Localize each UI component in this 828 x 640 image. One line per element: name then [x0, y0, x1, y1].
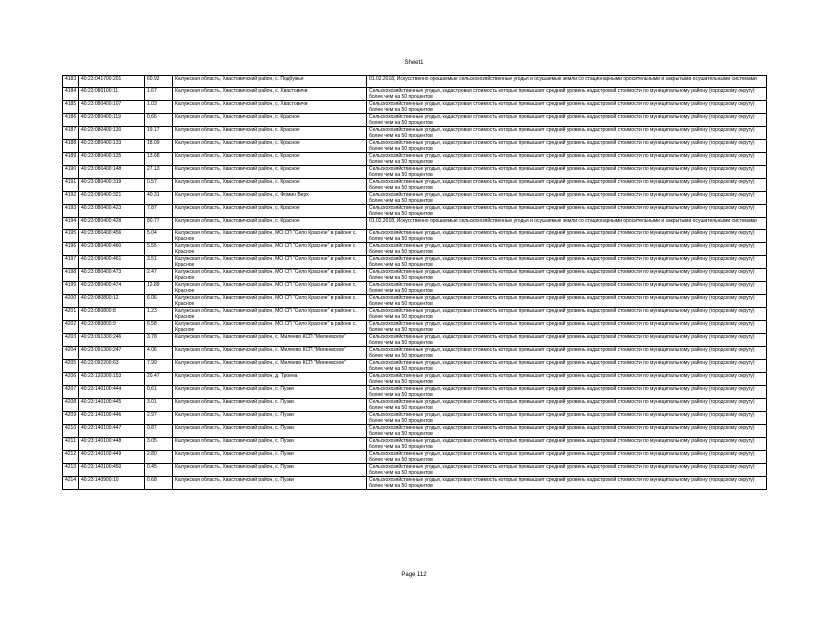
area-value-cell: 3.05 — [145, 438, 173, 451]
land-category-cell: Сельскохозяйственные угодья, кадастровая стоимость которых превышает средний уровень кадастровой стоимости по муниципальному району (городскому округу) более чем на 50 процентов — [367, 166, 767, 179]
cadastral-number-cell: 40:23:080400:107 — [79, 101, 145, 114]
area-value-cell: 20.47 — [145, 373, 173, 386]
land-category-cell: Сельскохозяйственные угодья, кадастровая стоимость которых превышает средний уровень кадастровой стоимости по муниципальному району (городскому округу) более чем на 50 процентов — [367, 464, 767, 477]
table-row — [63, 166, 767, 179]
land-category-cell: Сельскохозяйственные угодья, кадастровая стоимость которых превышает средний уровень кадастровой стоимости по муниципальному району (городскому округу) более чем на 50 процентов — [367, 451, 767, 464]
row-number-cell: 4189 — [63, 153, 79, 166]
cadastral-number-cell: 40:23:080800:12 — [79, 295, 145, 308]
address-cell: Калужская область, Хвастовичский район, с. Пузки — [173, 477, 367, 490]
land-category-cell: Сельскохозяйственные угодья, кадастровая стоимость которых превышает средний уровень кадастровой стоимости по муниципальному району (городскому округу) более чем на 50 процентов — [367, 192, 767, 205]
row-number-cell: 4214 — [63, 477, 79, 490]
land-category-cell: Сельскохозяйственные угодья, кадастровая стоимость которых превышает средний уровень кадастровой стоимости по муниципальному району (городскому округу) более чем на 50 процентов — [367, 334, 767, 347]
row-number-cell: 4207 — [63, 386, 79, 399]
address-cell: Калужская область, Хвастовичский район, МО СП "Село Красное" в районе с. Красное — [173, 321, 367, 334]
cadastral-number-cell: 40:23:080400:460 — [79, 243, 145, 256]
row-number-cell: 4211 — [63, 438, 79, 451]
cadastral-number-cell: 40:23:091300:247 — [79, 347, 145, 360]
table-row — [63, 399, 767, 412]
table-row — [63, 412, 767, 425]
land-category-cell: 01.02.2018, Искусственно орошаемые сельскохозяйственные угодья и осушаемые земли со стационарными оросительными и закрытыми осушительными системами — [367, 76, 767, 88]
land-category-cell: Сельскохозяйственные угодья, кадастровая стоимость которых превышает средний уровень кадастровой стоимости по муниципальному району (городскому округу) более чем на 50 процентов — [367, 205, 767, 218]
area-value-cell: 0.61 — [145, 386, 173, 399]
cadastral-number-cell: 40:23:080400:461 — [79, 256, 145, 269]
land-category-cell: Сельскохозяйственные угодья, кадастровая стоимость которых превышает средний уровень кадастровой стоимости по муниципальному району (городскому округу) более чем на 50 процентов — [367, 295, 767, 308]
table-row — [63, 153, 767, 166]
table-row — [63, 451, 767, 464]
address-cell: Калужская область, Хвастовичский район, с. Красное — [173, 127, 367, 140]
table-row — [63, 295, 767, 308]
area-value-cell: 4.06 — [145, 347, 173, 360]
row-number-cell: 4194 — [63, 218, 79, 230]
table-row — [63, 256, 767, 269]
row-number-cell: 4184 — [63, 88, 79, 101]
land-category-cell: Сельскохозяйственные угодья, кадастровая стоимость которых превышает средний уровень кадастровой стоимости по муниципальному району (городскому округу) более чем на 50 процентов — [367, 127, 767, 140]
row-number-cell: 4186 — [63, 114, 79, 127]
row-number-cell: 4198 — [63, 269, 79, 282]
table-row — [63, 243, 767, 256]
cadastral-number-cell: 40:23:080400:428 — [79, 218, 145, 230]
area-value-cell: 2.47 — [145, 269, 173, 282]
row-number-cell: 4195 — [63, 230, 79, 243]
land-category-cell: Сельскохозяйственные угодья, кадастровая стоимость которых превышает средний уровень кадастровой стоимости по муниципальному району (городскому округу) более чем на 50 процентов — [367, 101, 767, 114]
row-number-cell: 4187 — [63, 127, 79, 140]
row-number-cell: 4197 — [63, 256, 79, 269]
address-cell: Калужская область, Хвастовичский район, с. Милеево КСП "Милеевское" — [173, 347, 367, 360]
row-number-cell: 4185 — [63, 101, 79, 114]
table-row — [63, 282, 767, 295]
area-value-cell: 0.57 — [145, 179, 173, 192]
land-category-cell: Сельскохозяйственные угодья, кадастровая стоимость которых превышает средний уровень кадастровой стоимости по муниципальному району (городскому округу) более чем на 50 процентов — [367, 88, 767, 101]
row-number-cell: 4190 — [63, 166, 79, 179]
cadastral-number-cell: 40:23:140900:10 — [79, 477, 145, 490]
cadastral-number-cell: 40:23:092200:63 — [79, 360, 145, 373]
area-value-cell: 3.01 — [145, 399, 173, 412]
page-number: Page 112 — [401, 572, 427, 578]
land-category-cell: Сельскохозяйственные угодья, кадастровая стоимость которых превышает средний уровень кадастровой стоимости по муниципальному району (городскому округу) более чем на 50 процентов — [367, 114, 767, 127]
land-category-cell: Сельскохозяйственные угодья, кадастровая стоимость которых превышает средний уровень кадастровой стоимости по муниципальному району (городскому округу) более чем на 50 процентов — [367, 230, 767, 243]
address-cell: Калужская область, Хвастовичский район, с. Пузки — [173, 412, 367, 425]
cadastral-number-cell: 40:23:140100:450 — [79, 464, 145, 477]
row-number-cell: 4204 — [63, 347, 79, 360]
area-value-cell: 6.58 — [145, 321, 173, 334]
cadastral-number-cell: 40:23:140100:444 — [79, 386, 145, 399]
area-value-cell: 1.67 — [145, 88, 173, 101]
row-number-cell: 4192 — [63, 192, 79, 205]
address-cell: Калужская область, Хвастовичский район, с. Милеево КСП "Милеевское" — [173, 334, 367, 347]
address-cell: Калужская область, Хвастовичский район, с. Милеево КСП "Милеевское" — [173, 360, 367, 373]
area-value-cell: 80.77 — [145, 218, 173, 230]
area-value-cell: 5.04 — [145, 230, 173, 243]
area-value-cell: 40.31 — [145, 192, 173, 205]
area-value-cell: 12.89 — [145, 282, 173, 295]
row-number-cell: 4203 — [63, 334, 79, 347]
table-row — [63, 127, 767, 140]
cadastral-number-cell: 40:23:140100:448 — [79, 438, 145, 451]
sheet-title: Sheet1 — [404, 60, 424, 66]
cadastral-number-cell: 40:23:140100:445 — [79, 399, 145, 412]
cadastral-number-cell: 40:23:080400:133 — [79, 140, 145, 153]
land-category-cell: Сельскохозяйственные угодья, кадастровая стоимость которых превышает средний уровень кадастровой стоимости по муниципальному району (городскому округу) более чем на 50 процентов — [367, 269, 767, 282]
address-cell: Калужская область, Хвастовичский район, с. Красное — [173, 114, 367, 127]
cadastral-number-cell: 40:23:080400:423 — [79, 205, 145, 218]
address-cell: Калужская область, Хвастовичский район, с. Красное — [173, 153, 367, 166]
address-cell: Калужская область, Хвастовичский район, с. Фомин Верх — [173, 192, 367, 205]
land-category-cell: Сельскохозяйственные угодья, кадастровая стоимость которых превышает средний уровень кадастровой стоимости по муниципальному району (городскому округу) более чем на 50 процентов — [367, 386, 767, 399]
row-number-cell: 4199 — [63, 282, 79, 295]
cadastral-number-cell: 40:23:080400:119 — [79, 114, 145, 127]
table-row — [63, 438, 767, 451]
table-row — [63, 334, 767, 347]
area-value-cell: 1.23 — [145, 308, 173, 321]
land-category-cell: Сельскохозяйственные угодья, кадастровая стоимость которых превышает средний уровень кадастровой стоимости по муниципальному району (городскому округу) более чем на 50 процентов — [367, 373, 767, 386]
table-row — [63, 360, 767, 373]
area-value-cell: 2.80 — [145, 451, 173, 464]
land-category-cell: Сельскохозяйственные угодья, кадастровая стоимость которых превышает средний уровень кадастровой стоимости по муниципальному району (городскому округу) более чем на 50 процентов — [367, 347, 767, 360]
table-row — [63, 373, 767, 386]
area-value-cell: 1.03 — [145, 101, 173, 114]
table-row — [63, 347, 767, 360]
table-row — [63, 205, 767, 218]
area-value-cell: 0.87 — [145, 425, 173, 438]
land-category-cell: Сельскохозяйственные угодья, кадастровая стоимость которых превышает средний уровень кадастровой стоимости по муниципальному району (городскому округу) более чем на 50 процентов — [367, 477, 767, 490]
data-table — [62, 75, 767, 490]
table-row — [63, 218, 767, 230]
row-number-cell: 4210 — [63, 425, 79, 438]
row-number-cell: 4183 — [63, 76, 79, 88]
row-number-cell: 4209 — [63, 412, 79, 425]
land-category-cell: Сельскохозяйственные угодья, кадастровая стоимость которых превышает средний уровень кадастровой стоимости по муниципальному району (городскому округу) более чем на 50 процентов — [367, 256, 767, 269]
table-row — [63, 425, 767, 438]
land-category-cell: Сельскохозяйственные угодья, кадастровая стоимость которых превышает средний уровень кадастровой стоимости по муниципальному району (городскому округу) более чем на 50 процентов — [367, 140, 767, 153]
address-cell: Калужская область, Хвастовичский район, с. Пузки — [173, 399, 367, 412]
address-cell: Калужская область, Хвастовичский район, МО СП "Село Красное" в районе с. Красное — [173, 230, 367, 243]
cadastral-number-cell: 40:23:080400:321 — [79, 192, 145, 205]
address-cell: Калужская область, Хвастовичский район, д. Троена — [173, 373, 367, 386]
land-category-cell: Сельскохозяйственные угодья, кадастровая стоимость которых превышает средний уровень кадастровой стоимости по муниципальному району (городскому округу) более чем на 50 процентов — [367, 153, 767, 166]
land-category-cell: Сельскохозяйственные угодья, кадастровая стоимость которых превышает средний уровень кадастровой стоимости по муниципальному району (городскому округу) более чем на 50 процентов — [367, 425, 767, 438]
table-row — [63, 192, 767, 205]
row-number-cell: 4200 — [63, 295, 79, 308]
row-number-cell: 4196 — [63, 243, 79, 256]
area-value-cell: 13.68 — [145, 153, 173, 166]
cadastral-number-cell: 40:23:080100:11 — [79, 88, 145, 101]
address-cell: Калужская область, Хвастовичский район, с. Пузки — [173, 386, 367, 399]
table-row — [63, 88, 767, 101]
address-cell: Калужская область, Хвастовичский район, с. Подбужье — [173, 76, 367, 88]
land-category-cell: Сельскохозяйственные угодья, кадастровая стоимость которых превышает средний уровень кадастровой стоимости по муниципальному району (городскому округу) более чем на 50 процентов — [367, 360, 767, 373]
table-row — [63, 140, 767, 153]
address-cell: Калужская область, Хвастовичский район, МО СП "Село Красное" в районе с. Красное — [173, 295, 367, 308]
row-number-cell: 4191 — [63, 179, 79, 192]
address-cell: Калужская область, Хвастовичский район, МО СП "Село Красное" в районе с. Красное — [173, 256, 367, 269]
table-row — [63, 269, 767, 282]
cadastral-number-cell: 40:23:140100:447 — [79, 425, 145, 438]
table-row — [63, 179, 767, 192]
cadastral-number-cell: 40:23:041700:201 — [79, 76, 145, 88]
area-value-cell: 19.17 — [145, 127, 173, 140]
cadastral-number-cell: 40:23:080400:473 — [79, 269, 145, 282]
row-number-cell: 4205 — [63, 360, 79, 373]
cadastral-number-cell: 40:23:080800:9 — [79, 321, 145, 334]
area-value-cell: 3.51 — [145, 256, 173, 269]
table-row — [63, 386, 767, 399]
area-value-cell: 18.09 — [145, 140, 173, 153]
address-cell: Калужская область, Хвастовичский район, с. Красное — [173, 205, 367, 218]
land-category-cell: Сельскохозяйственные угодья, кадастровая стоимость которых превышает средний уровень кадастровой стоимости по муниципальному району (городскому округу) более чем на 50 процентов — [367, 399, 767, 412]
land-category-cell: 01.02.2018, Искусственно орошаемые сельскохозяйственные угодья и осушаемые земли со стационарными оросительными и закрытыми осушительными системами — [367, 218, 767, 230]
table-row — [63, 230, 767, 243]
table-row — [63, 114, 767, 127]
address-cell: Калужская область, Хвастовичский район, с. Пузки — [173, 451, 367, 464]
address-cell: Калужская область, Хвастовичский район, с. Хвастовичи — [173, 88, 367, 101]
address-cell: Калужская область, Хвастовичский район, с. Красное — [173, 218, 367, 230]
area-value-cell: 5.55 — [145, 243, 173, 256]
cadastral-number-cell: 40:23:080800:8 — [79, 308, 145, 321]
table-row — [63, 321, 767, 334]
row-number-cell: 4208 — [63, 399, 79, 412]
area-value-cell: 0.45 — [145, 464, 173, 477]
land-category-cell: Сельскохозяйственные угодья, кадастровая стоимость которых превышает средний уровень кадастровой стоимости по муниципальному району (городскому округу) более чем на 50 процентов — [367, 308, 767, 321]
address-cell: Калужская область, Хвастовичский район, с. Пузки — [173, 438, 367, 451]
land-category-cell: Сельскохозяйственные угодья, кадастровая стоимость которых превышает средний уровень кадастровой стоимости по муниципальному району (городскому округу) более чем на 50 процентов — [367, 321, 767, 334]
row-number-cell: 4213 — [63, 464, 79, 477]
address-cell: Калужская область, Хвастовичский район, с. Красное — [173, 166, 367, 179]
cadastral-number-cell: 40:23:080400:130 — [79, 127, 145, 140]
land-category-cell: Сельскохозяйственные угодья, кадастровая стоимость которых превышает средний уровень кадастровой стоимости по муниципальному району (городскому округу) более чем на 50 процентов — [367, 243, 767, 256]
row-number-cell: 4201 — [63, 308, 79, 321]
area-value-cell: 6.06 — [145, 295, 173, 308]
row-number-cell: 4188 — [63, 140, 79, 153]
cadastral-number-cell: 40:23:080400:456 — [79, 230, 145, 243]
address-cell: Калужская область, Хвастовичский район, с. Красное — [173, 179, 367, 192]
address-cell: Калужская область, Хвастовичский район, МО СП "Село Красное" в районе с. Красное — [173, 308, 367, 321]
cadastral-number-cell: 40:23:120300:153 — [79, 373, 145, 386]
area-value-cell: 27.13 — [145, 166, 173, 179]
land-category-cell: Сельскохозяйственные угодья, кадастровая стоимость которых превышает средний уровень кадастровой стоимости по муниципальному району (городскому округу) более чем на 50 процентов — [367, 179, 767, 192]
land-category-cell: Сельскохозяйственные угодья, кадастровая стоимость которых превышает средний уровень кадастровой стоимости по муниципальному району (городскому округу) более чем на 50 процентов — [367, 438, 767, 451]
cadastral-number-cell: 40:23:080400:135 — [79, 153, 145, 166]
row-number-cell: 4206 — [63, 373, 79, 386]
table-row — [63, 477, 767, 490]
cadastral-number-cell: 40:23:080400:319 — [79, 179, 145, 192]
table-row — [63, 76, 767, 88]
area-value-cell: 60.92 — [145, 76, 173, 88]
address-cell: Калужская область, Хвастовичский район, МО СП "Село Красное" в районе с. Красное — [173, 269, 367, 282]
cadastral-number-cell: 40:23:140100:446 — [79, 412, 145, 425]
address-cell: Калужская область, Хвастовичский район, МО СП "Село Красное" в районе с. Красное — [173, 282, 367, 295]
cadastral-number-cell: 40:23:080400:474 — [79, 282, 145, 295]
address-cell: Калужская область, Хвастовичский район, с. Пузки — [173, 464, 367, 477]
address-cell: Калужская область, Хвастовичский район, с. Хвастовичи — [173, 101, 367, 114]
address-cell: Калужская область, Хвастовичский район, МО СП "Село Красное" в районе с. Красное — [173, 243, 367, 256]
area-value-cell: 7.87 — [145, 205, 173, 218]
cadastral-number-cell: 40:23:080400:148 — [79, 166, 145, 179]
area-value-cell: 2.97 — [145, 412, 173, 425]
land-category-cell: Сельскохозяйственные угодья, кадастровая стоимость которых превышает средний уровень кадастровой стоимости по муниципальному району (городскому округу) более чем на 50 процентов — [367, 412, 767, 425]
area-value-cell: 0.68 — [145, 477, 173, 490]
table-row — [63, 101, 767, 114]
land-category-cell: Сельскохозяйственные угодья, кадастровая стоимость которых превышает средний уровень кадастровой стоимости по муниципальному району (городскому округу) более чем на 50 процентов — [367, 282, 767, 295]
area-value-cell: 3.78 — [145, 334, 173, 347]
row-number-cell: 4212 — [63, 451, 79, 464]
cadastral-number-cell: 40:23:091300:246 — [79, 334, 145, 347]
cadastral-number-cell: 40:23:140100:449 — [79, 451, 145, 464]
table-body — [63, 76, 767, 490]
row-number-cell: 4193 — [63, 205, 79, 218]
address-cell: Калужская область, Хвастовичский район, с. Красное — [173, 140, 367, 153]
row-number-cell: 4202 — [63, 321, 79, 334]
area-value-cell: 7.99 — [145, 360, 173, 373]
area-value-cell: 0.66 — [145, 114, 173, 127]
table-row — [63, 464, 767, 477]
address-cell: Калужская область, Хвастовичский район, с. Пузки — [173, 425, 367, 438]
table-row — [63, 308, 767, 321]
